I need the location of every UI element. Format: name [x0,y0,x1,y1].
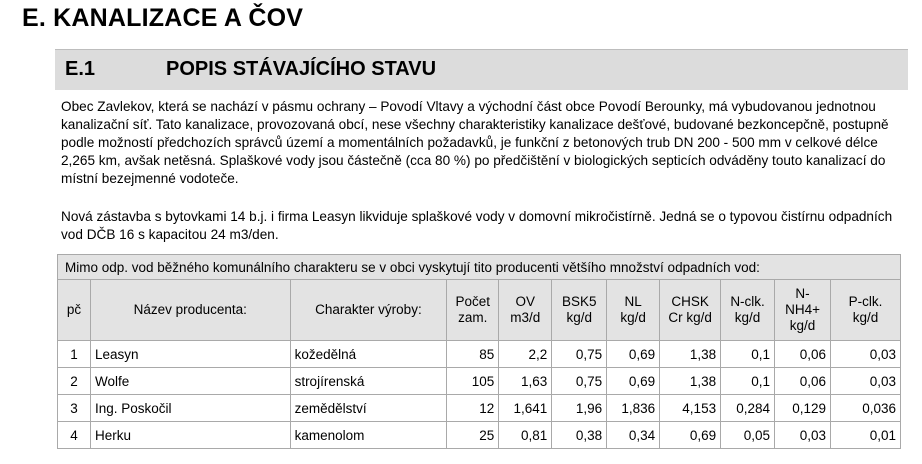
table-cell: 0,38 [552,422,607,449]
table-cell: 0,03 [831,368,901,395]
table-cell: 0,1 [721,341,775,368]
table-cell: Herku [90,422,290,449]
description-paragraph: Obec Zavlekov, která se nachází v pásmu ochrany – Povodí Vltavy a východní část obce Povodí Berounky, má vybudovanou jednotnou kanalizační síť. Tato kanalizace, provozovaná obcí, nese všechny charakteristiky kanalizace dešťové, budované bezkoncepčně, postupně podle možností předchozích správců území a momentálních požadavků, je funkční z betonových trub DN 200 - 500 mm v celkové délce 2,265 km, avšak netěsná. Splaškové vody jsou částečně (cca 80 %) po předčištění v biologických septicích odváděny touto kanalizací do místní bezejmenné vodoteče. [61,99,889,186]
table-cell: 0,34 [607,422,660,449]
column-header: CHSK Cr kg/d [660,280,721,341]
column-header: OV m3/d [499,280,552,341]
table-cell: 1,38 [660,341,721,368]
table-cell: 0,03 [775,422,831,449]
column-header: P-clk. kg/d [831,280,901,341]
table-cell: 0,1 [721,368,775,395]
table-cell: 0,69 [607,368,660,395]
section-number: E.1 [65,58,96,80]
column-header: BSK5 kg/d [552,280,607,341]
table-cell: 2,2 [499,341,552,368]
table-cell: 105 [447,368,499,395]
table-cell: 3 [58,395,91,422]
table-cell: 1,96 [552,395,607,422]
column-header: pč [58,280,91,341]
table-cell: Ing. Poskočil [90,395,290,422]
table-cell: 0,036 [831,395,901,422]
table-cell: 1,836 [607,395,660,422]
table-row [58,341,901,368]
table-cell: 0,75 [552,368,607,395]
table-cell: strojírenská [290,368,447,395]
table-cell: 1,641 [499,395,552,422]
section-header [55,49,908,90]
table-caption: Mimo odp. vod běžného komunálního charakteru se v obci vyskytují tito producenti většího množství odpadních vod: [58,255,901,280]
table-cell: 4,153 [660,395,721,422]
table-cell: 0,05 [721,422,775,449]
table-cell: 1 [58,341,91,368]
table-cell: Leasyn [90,341,290,368]
table-row [58,395,901,422]
table-cell: 0,81 [499,422,552,449]
column-header: Název producenta: [90,280,290,341]
producers-table [57,254,901,449]
table-cell: kožedělná [290,341,447,368]
table-cell: 12 [447,395,499,422]
chapter-title: E. KANALIZACE A ČOV [22,4,304,32]
section-title: POPIS STÁVAJÍCÍHO STAVU [166,58,437,80]
table-cell: 0,129 [775,395,831,422]
table-cell: 4 [58,422,91,449]
table-cell: 0,01 [831,422,901,449]
column-header: N-clk. kg/d [721,280,775,341]
table-cell: 1,38 [660,368,721,395]
table-cell: 0,75 [552,341,607,368]
table-cell: zemědělství [290,395,447,422]
column-header: N-NH4+ kg/d [775,280,831,341]
table-cell: 25 [447,422,499,449]
table-header-row [58,280,901,341]
table-row [58,368,901,395]
table-cell: 0,69 [660,422,721,449]
table-cell: 0,06 [775,368,831,395]
table-cell: Wolfe [90,368,290,395]
table-cell: 0,03 [831,341,901,368]
table-cell: 2 [58,368,91,395]
treatment-paragraph: Nová zástavba s bytovkami 14 b.j. i firma Leasyn likviduje splaškové vody v domovní mikročistírně. Jedná se o typovou čistírnu odpadních vod DČB 16 s kapacitou 24 m3/den. [61,209,893,242]
table-caption-row [58,255,901,280]
table-row [58,422,901,449]
table-cell: 0,06 [775,341,831,368]
table-cell: 0,69 [607,341,660,368]
table-cell: 1,63 [499,368,552,395]
column-header: NL kg/d [607,280,660,341]
column-header: Charakter výroby: [290,280,447,341]
table-cell: kamenolom [290,422,447,449]
producers-table-container [57,254,901,449]
table-cell: 85 [447,341,499,368]
column-header: Počet zam. [447,280,499,341]
table-cell: 0,284 [721,395,775,422]
